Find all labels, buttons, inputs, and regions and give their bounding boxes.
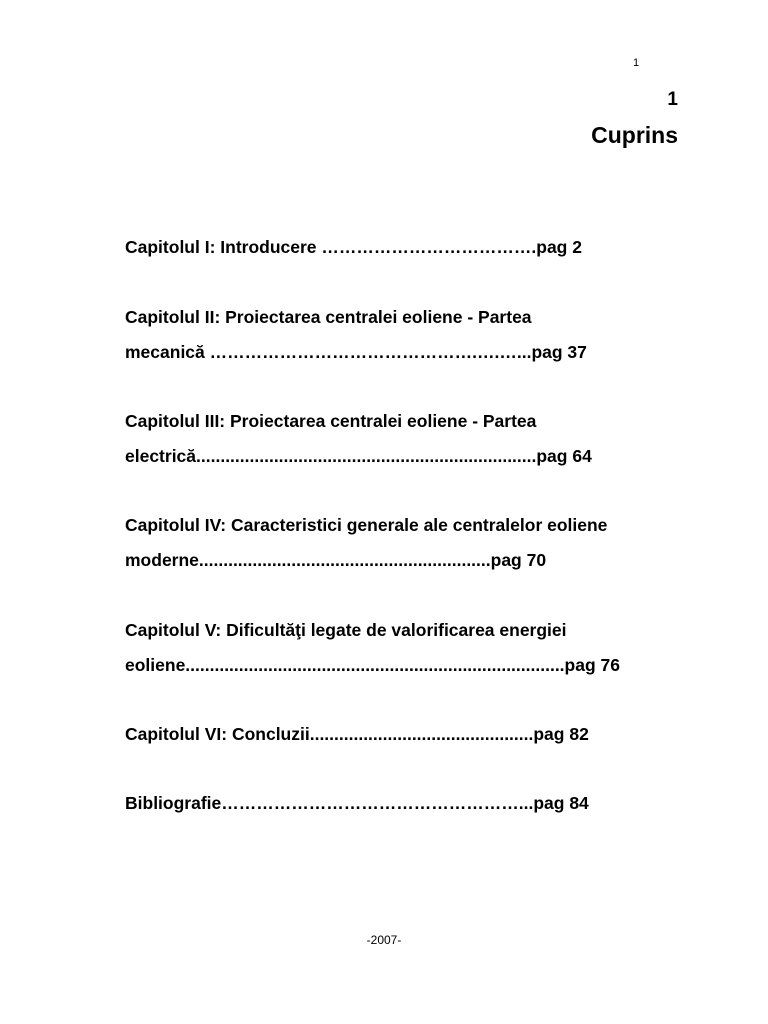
header-page-number-small: 1 <box>633 57 640 69</box>
toc-line: Capitolul III: Proiectarea centralei eoliene - Partea <box>125 411 537 431</box>
toc-line: Capitolul V: Dificultăţi legate de valorificarea energiei <box>125 620 567 640</box>
toc-entry-chapter-1 <box>125 230 582 265</box>
toc-entry-chapter-4 <box>125 508 607 578</box>
toc-line: mecanică ……………………………………….….…...pag 37 <box>125 342 587 362</box>
page-title: Cuprins <box>591 122 678 148</box>
toc-line: Capitolul IV: Caracteristici generale ale centralelor eoliene <box>125 515 608 535</box>
toc-line: Capitolul II: Proiectarea centralei eoliene - Partea <box>125 307 532 327</box>
toc-line: electrică......................................................................pag 64 <box>125 446 592 466</box>
toc-entry-chapter-3 <box>125 404 592 474</box>
toc-line: Capitolul I: Introducere ……………………………….pag 2 <box>125 237 582 257</box>
toc-entry-chapter-6 <box>125 717 589 752</box>
toc-line: Capitolul VI: Concluzii..............................................pag 82 <box>125 724 589 744</box>
toc-line: Bibliografie……………………………………………...pag 84 <box>125 793 589 813</box>
toc-entry-chapter-2 <box>125 300 587 370</box>
toc-line: eoliene..............................................................................pag 76 <box>125 655 620 675</box>
toc-entry-chapter-5 <box>125 613 620 683</box>
toc-line: moderne............................................................pag 70 <box>125 550 547 570</box>
page-number: 1 <box>667 89 678 110</box>
footer-year: -2007- <box>366 933 402 947</box>
toc-entry-bibliography <box>125 786 589 821</box>
